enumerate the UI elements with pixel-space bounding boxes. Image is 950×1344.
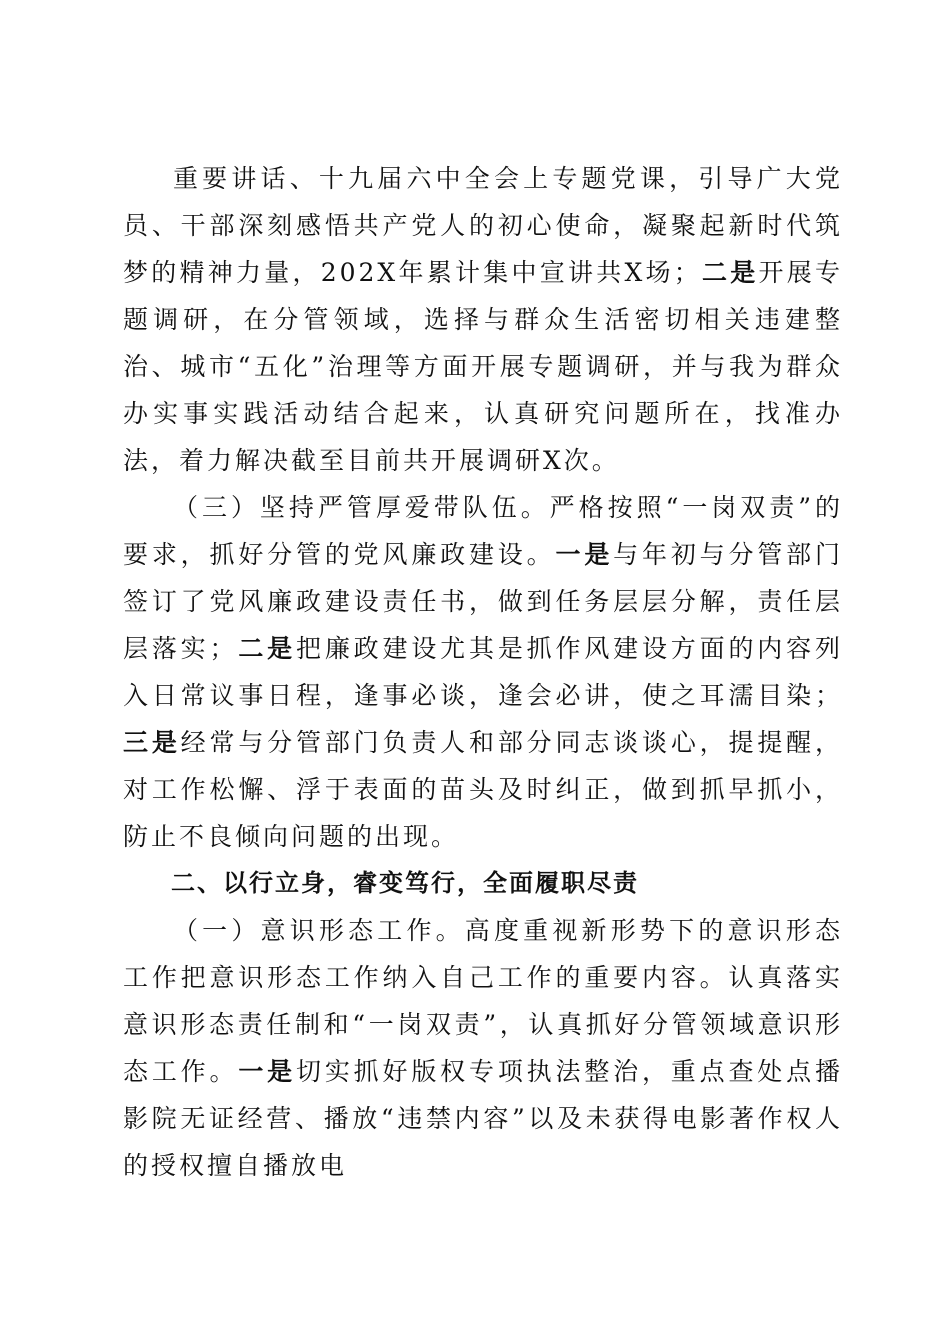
paragraph-research	[123, 155, 843, 484]
text-segment: 与年初与分管部门签订了党风廉政建设责任书，做到任务层层分解，责任层层落实；	[123, 540, 843, 663]
paragraph-discipline	[123, 484, 843, 860]
emphasis-segment: 二是	[237, 634, 296, 663]
text-segment: 重要讲话、十九届六中全会上专题党课，引导广大党员、干部深刻感悟共产党人的初心使命，凝聚起新时代筑梦的精神力量，202X年累计集中宣讲共X场；	[123, 164, 843, 287]
text-segment: 开展专题调研，在分管领域，选择与群众生活密切相关违建整治、城市“五化”治理等方面开展专题调研，并与我为群众办实事实践活动结合起来，认真研究问题所在，找准办法，着力解决截至目前共开展调研X次。	[123, 258, 843, 475]
emphasis-segment: 二是	[701, 258, 759, 287]
paragraph-ideology	[123, 907, 843, 1189]
document-body	[123, 155, 843, 1189]
emphasis-segment: 一是	[238, 1057, 296, 1086]
section-heading: 二、以行立身，睿变笃行，全面履职尽责	[171, 869, 639, 897]
emphasis-segment: 三是	[123, 728, 181, 757]
emphasis-segment: 一是	[555, 540, 614, 569]
text-segment: 切实抓好版权专项执法整治，重点查处点播影院无证经营、播放“违禁内容”以及未获得电影著作权人的授权擅自播放电	[123, 1057, 843, 1180]
text-segment: 经常与分管部门负责人和部分同志谈谈心，提提醒，对工作松懈、浮于表面的苗头及时纠正，做到抓早抓小，防止不良倾向问题的出现。	[123, 728, 843, 851]
text-segment: （一）意识形态工作。高度重视新形势下的意识形态工作把意识形态工作纳入自己工作的重要内容。认真落实意识形态责任制和“一岗双责”，认真抓好分管领域意识形态工作。	[123, 916, 843, 1086]
text-segment: （三）坚持严管厚爱带队伍。严格按照“一岗双责”的要求，抓好分管的党风廉政建设。	[123, 493, 843, 569]
text-segment: 把廉政建设尤其是抓作风建设方面的内容列入日常议事日程，逢事必谈，逢会必讲，使之耳濡目染；	[123, 634, 843, 710]
